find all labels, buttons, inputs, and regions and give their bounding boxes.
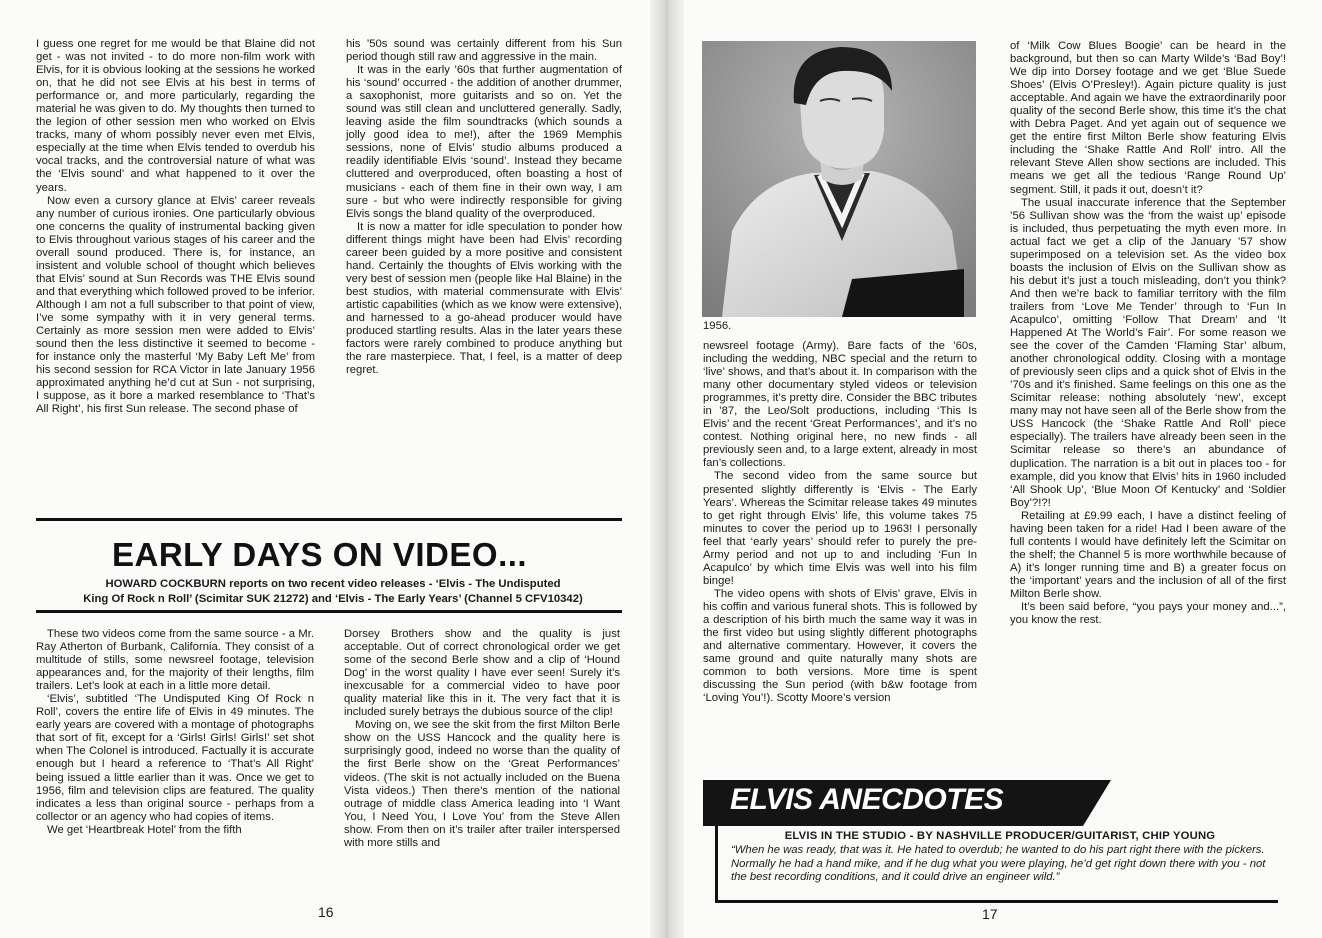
byline-line: King Of Rock n Roll’ (Scimitar SUK 21272) and ‘Elvis - The Early Years’ (Channel 5 CFV10342) (83, 593, 583, 605)
page-number: 17 (982, 906, 998, 922)
left-top-column-1 (36, 38, 315, 416)
section-rule-bottom (36, 610, 622, 613)
paragraph: newsreel footage (Army). Bare facts of the ’60s, including the wedding, NBC special and the return to ‘live’ shows, and that’s about it. In comparison with the many other documentary styled videos or television programmes, it’s pretty dire. Consider the BBC tributes in ’87, the Leo/Solt productions, including ‘This Is Elvis’ and the recent ‘Great Performances’, and it’s no contest. Nothing original here, no new finds - all previously seen and, to a large extent, already in most fan’s collections. (703, 340, 977, 470)
article-byline (46, 577, 620, 607)
page-gutter (650, 0, 684, 938)
paragraph: Now even a cursory glance at Elvis’ career reveals any number of curious ironies. One particularly obvious one concerns the quality of instrumental backing given to Elvis throughout various stages of his career and the overall sound produced. There is, for instance, an insistent and voluble school of thought which believes that Elvis’ sound at Sun Records was THE Elvis sound and that everything which followed proved to be inferior. Although I am not a full subscriber to that point of view, I’ve some sympathy with it in very general terms. Certainly as more session men were added to Elvis’ sound then the less distinctive it seemed to become - for instance only the masterful ‘My Baby Left Me’ from his second session for RCA Victor in late January 1956 approximated anything he’d cut at Sun - not surprising, I suppose, as it bore a marked resemblance to ‘That’s All Right’, his first Sun release. The second phase of (36, 194, 315, 416)
paragraph: We get ‘Heartbreak Hotel’ from the fifth (47, 823, 242, 836)
portrait-image (702, 41, 976, 317)
anecdotes-title: ELVIS ANECDOTES (730, 783, 1004, 816)
paragraph: The second video from the same source but presented slightly differently is ‘Elvis - The Early Years’. Whereas the Scimitar release takes 49 minutes to get right through Elvis’ life, this volume takes 75 minutes to cover the period up to 1963! I personally feel that ‘early years’ should refer to purely the pre-Army period and not up to and including ‘Fun In Acapulco’ by which time Elvis was well into his film binge! (703, 470, 977, 587)
paragraph: These two videos come from the same source - a Mr. Ray Atherton of Burbank, California. They consist of a multitude of stills, some newsreel footage, television appearances and, for the majority of their lengths, film trailers. Let’s look at each in a little more detail. (36, 628, 314, 693)
paragraph: Retailing at £9.99 each, I have a distinct feeling of having been taken for a ride! Had I been aware of the full contents I would have definitely left the Scimitar on the shelf; the Channel 5 is more worthwhile because of A) it’s longer running time and B) a greater focus on the ‘important’ years and the inclusion of all of the first Milton Berle show. (1010, 509, 1286, 600)
paragraph: Moving on, we see the skit from the first Milton Berle show on the USS Hancock and the quality here is surprisingly good, indeed no worse than the quality of the first Berle show on the ‘Great Performances’ videos. (The skit is not actually included on the Buena Vista videos.) Then there’s mention of the national outrage of middle class America leading into ‘I Want You, I Need You, I Love You’ from the Steve Allen show. From then on it’s trailer after trailer interspersed with more stills and (344, 719, 620, 849)
left-bottom-column-2 (344, 628, 620, 850)
byline-line: HOWARD COCKBURN reports on two recent video releases - ‘Elvis - The Undisputed (105, 578, 561, 590)
paragraph: The usual inaccurate inference that the September ’56 Sullivan show was the ‘from the waist up’ episode is included, thus perpetuating the myth even more. In actual fact we get a clip of the January ’57 show superimposed on a television set. As the video box boasts the inclusion of Elvis on the Sullivan show as his debut it’s just a touch misleading, don’t you think? And then we’re back to familiar territory with the film trailers from ‘Love Me Tender’ through to ‘Fun In Acapulco’, omitting ‘Follow That Dream’ and ‘It Happened At The World’s Fair’. For some reason we see the cover of the Camden ‘Flaming Star’ album, another chronological oddity. Closing with a montage of previously seen clips and a quick shot of Elvis in the ’70s and it’s finished. Same feelings on this one as the Scimitar release: nothing absolutely ‘new’, except many may not have seen all of the Berle show from the USS Hancock (the ‘Shake Rattle And Roll’ piece especially). The trailers have already been seen in the Scimitar release so there’s an abundance of duplication. The narration is a bit out in places too - for example, did you know that Elvis’ hits in 1960 included ‘All Shook Up’, ‘Blue Moon Of Kentucky’ and ‘Soldier Boy’?!?! (1010, 196, 1286, 509)
anecdotes-subtitle: ELVIS IN THE STUDIO - BY NASHVILLE PRODUCER/GUITARIST, CHIP YOUNG (784, 830, 1216, 842)
paragraph: It was in the early ’60s that further augmentation of his ‘sound’ occurred - the addition of another drummer, a saxophonist, more guitarists and so on. Yet the sound was still clean and uncluttered generally. Sadly, leaving aside the film soundtracks (which sounds a jolly good idea to me!), after the 1969 Memphis sessions, none of Elvis’ studio albums produced a readily identifiable Elvis ‘sound’. Instead they became cluttered and overproduced, often boasting a host of musicians - each of them fine in their own way, I am sure - but who were indirectly responsible for giving Elvis songs the bland quality of the overproduced. (346, 64, 622, 220)
section-rule-top (36, 518, 622, 521)
elvis-photo (702, 41, 976, 317)
left-bottom-column-1 (36, 628, 314, 837)
page-number: 16 (318, 904, 334, 920)
paragraph: Dorsey Brothers show and the quality is just acceptable. Out of correct chronological order we get some of the second Berle show and a clip of ‘Hound Dog’ in the worst quality I have ever seen! Surely it’s inexcusable for a commercial video to have poor quality material like this in it. The very fact that it is included surely betrays the dubious source of the clip! (344, 628, 620, 719)
left-top-column-2 (346, 38, 622, 377)
paragraph: It is now a matter for idle speculation to ponder how different things might have been had Elvis’ recording career been guided by a more positive and consistent hand. Certainly the thoughts of Elvis working with the very best of session men (people like Hal Blaine) in the best studios, with material commensurate with Elvis’ artistic capabilities (which as we know were extensive), and harnessed to a go-ahead producer would have produced startling results. Alas in the later years these factors were rarely combined to produce anything but the rare masterpiece. That, I feel, is a matter of deep regret. (346, 220, 622, 377)
article-headline: EARLY DAYS ON VIDEO... (112, 536, 528, 573)
paragraph: ‘Elvis’, subtitled ‘The Undisputed King Of Rock n Roll’, covers the entire life of Elvis in 49 minutes. The early years are covered with a montage of photographs that sort of fit, except for a ‘Girls! Girls! Girls!’ set shot when The Colonel is introduced. Factually it is accurate enough but I heard a reference to ‘That’s All Right’ being issued a little earlier than it was. Once we get to 1956, film and television clips are featured. The quality indicates a less than original source - perhaps from a collector or an agency who had copies of items. (36, 693, 314, 823)
paragraph: of ‘Milk Cow Blues Boogie’ can be heard in the background, but then so can Marty Wilde’s ‘Bad Boy’! We dip into Dorsey footage and we get ‘Blue Suede Shoes’ (Elvis O’Presley!). Again picture quality is just acceptable. And again we have the extraordinarily poor quality of the second Berle show, this time it’s the chat with Debra Paget. And yet again out of sequence we get the entire first Milton Berle show featuring Elvis including the ‘Shake Rattle And Roll’ intro. All the relevant Steve Allen show sections are included. This means we get all the tedious ‘Range Round Up’ segment. Still, it pads it out, doesn’t it? (1010, 40, 1286, 196)
right-column-2 (1010, 40, 1286, 627)
paragraph: The video opens with shots of Elvis’ grave, Elvis in his coffin and various funeral shots. This is followed by a description of his birth much the same way it was in the first video but using slightly different photographs and alternative commentary. However, it covers the same ground and quite naturally many shots are common to both versions. More time is spent discussing the Sun period (with b&w footage from ‘Loving You’!). Scotty Moore’s version (703, 587, 977, 705)
paragraph: It’s been said before, “you pays your money and...”, you know the rest. (1010, 601, 1286, 627)
anecdotes-quote: “When he was ready, that was it. He hated to overdub; he wanted to do his part right there with the pickers. Normally he had a hand mike, and if he dug what you were playing, he’d get right down there with you - not the best recording conditions, and it could drive an engineer wild.” (731, 844, 1266, 883)
right-column-1 (703, 340, 977, 705)
paragraph: his ’50s sound was certainly different from his Sun period though still raw and aggressive in the main. (346, 38, 622, 64)
paragraph: I guess one regret for me would be that Blaine did not get - was not invited - to do more non-film work with Elvis, for it is obvious looking at the sessions he worked on, that he did not see Elvis at his best in terms of performance or, and more particularly, regarding the material he was given to do. My thoughts then turned to the legion of other session men who worked on Elvis tracks, many of whom possibly never even met Elvis, especially at the time when Elvis tended to overdub his vocal tracks, and the controversial nature of what was the ‘Elvis sound’ and what happened to it over the years. (36, 38, 315, 194)
photo-caption: 1956. (703, 320, 732, 332)
